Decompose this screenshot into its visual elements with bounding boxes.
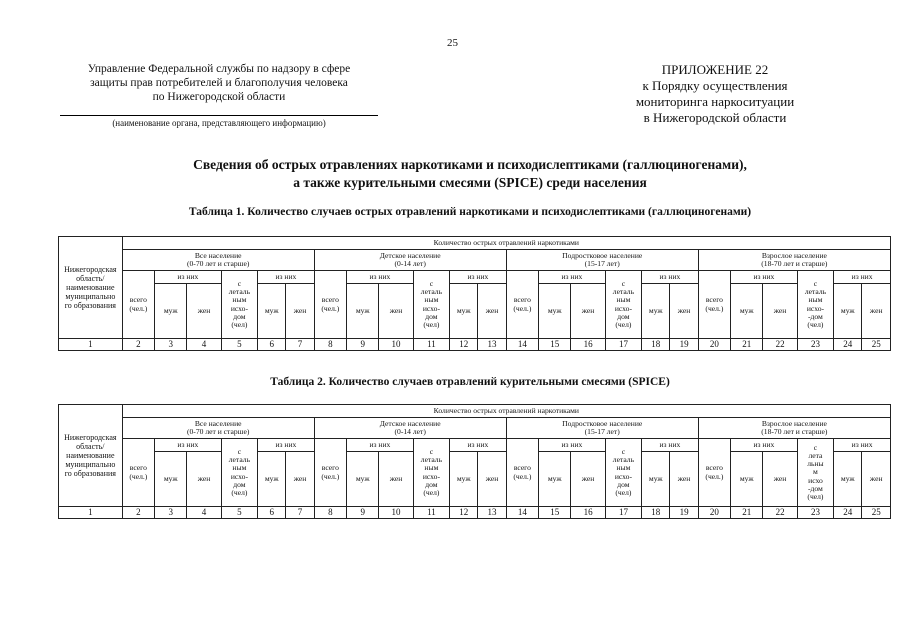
fatal-label-line: леталь (804, 287, 827, 297)
female-header: жен (571, 452, 605, 507)
total-header (314, 439, 346, 507)
group-range: (0-70 лет и старше) (186, 259, 250, 268)
column-number: 2 (122, 339, 154, 351)
female-header: жен (478, 452, 506, 507)
table2-group-header (122, 418, 314, 439)
fatal-label-line: исхо- (806, 303, 825, 313)
column-number: 6 (258, 507, 286, 519)
male-header: муж (642, 284, 670, 339)
of-them-header: из них (834, 439, 891, 452)
column-number: 4 (187, 339, 221, 351)
fatal-label-line: ным (424, 463, 439, 473)
fatal-label-line: леталь (420, 455, 443, 465)
fatal-header (413, 439, 449, 507)
of-them-header: из них (642, 439, 699, 452)
column-number: 20 (698, 339, 730, 351)
total-label-line: (чел.) (513, 303, 532, 313)
column-number: 9 (347, 339, 379, 351)
group-range: (15-17 лет) (584, 427, 620, 436)
fatal-label-line: (чел) (423, 319, 440, 329)
region-header-line: Нижегородская (64, 433, 117, 442)
column-number: 12 (450, 507, 478, 519)
total-label-line: всего (321, 295, 339, 305)
table2-group-row (59, 418, 891, 439)
fatal-label-line: (чел) (423, 487, 440, 497)
fatal-label-line: леталь (228, 287, 251, 297)
fatal-label-line: (чел) (231, 319, 248, 329)
fatal-label-line: исхо- (230, 471, 248, 481)
column-number: 10 (379, 507, 413, 519)
column-number: 8 (314, 339, 346, 351)
fatal-label-line: с (621, 446, 626, 456)
group-range: (0-14 лет) (394, 427, 426, 436)
male-header: муж (642, 452, 670, 507)
fatal-label-line: с (429, 446, 434, 456)
column-number: 23 (797, 339, 833, 351)
fatal-label-line: ным (232, 295, 247, 305)
female-header: жен (478, 284, 506, 339)
fatal-label-line: дом (617, 311, 630, 321)
column-number: 22 (763, 339, 797, 351)
organization-caption: (наименование органа, представляющего информацию) (112, 118, 326, 128)
fatal-label-line: м (813, 467, 818, 477)
of-them-header: из них (539, 439, 606, 452)
total-header (506, 271, 538, 339)
column-number: 9 (347, 507, 379, 519)
column-number: 11 (413, 339, 449, 351)
group-name: Взрослое население (761, 418, 827, 428)
total-label-line: (чел.) (705, 471, 724, 481)
table1-number-row (59, 339, 891, 351)
table1-caption: Таблица 1. Количество случаев острых отравлений наркотиками и психодислептиками (галлюциногенами) (188, 206, 752, 218)
fatal-label-line: (чел) (231, 487, 248, 497)
table2-subheader-row (59, 439, 891, 452)
male-header: муж (258, 452, 286, 507)
table2-sex-row (59, 452, 891, 507)
total-label-line: всего (129, 295, 147, 305)
table1-header-row (59, 237, 891, 250)
region-header-line: область/ (76, 274, 105, 283)
of-them-header: из них (450, 439, 507, 452)
column-number: 21 (731, 507, 763, 519)
female-header: жен (670, 284, 698, 339)
appendix-line: к Порядку осуществления (642, 78, 788, 93)
column-number: 7 (286, 339, 314, 351)
fatal-label-line: ным (424, 295, 439, 305)
fatal-header (221, 271, 257, 339)
male-header: муж (347, 284, 379, 339)
fatal-label-line: ным (616, 463, 631, 473)
column-number: 17 (605, 339, 641, 351)
total-label-line: (чел.) (321, 303, 340, 313)
of-them-header: из них (258, 439, 315, 452)
total-label-line: (чел.) (129, 471, 148, 481)
table2-number-row (59, 507, 891, 519)
group-range: (18-70 лет и старше) (761, 259, 828, 268)
of-them-header: из них (347, 439, 414, 452)
column-number: 1 (59, 339, 123, 351)
group-name: Взрослое население (761, 250, 827, 260)
column-number: 4 (187, 507, 221, 519)
of-them-header: из них (155, 271, 222, 284)
total-label-line: всего (513, 295, 531, 305)
fatal-label-line: -дом (808, 311, 823, 321)
column-number: 7 (286, 507, 314, 519)
female-header: жен (187, 452, 221, 507)
fatal-label-line: исхо- (614, 303, 633, 313)
column-number: 21 (731, 339, 763, 351)
column-number: 1 (59, 507, 123, 519)
of-them-header: из них (258, 271, 315, 284)
of-them-header: из них (539, 271, 606, 284)
appendix-line: мониторинга наркоситуации (635, 94, 795, 109)
fatal-label-line: исхо- (422, 471, 440, 481)
female-header: жен (286, 452, 314, 507)
appendix-block (600, 62, 830, 126)
table1-super-header: Количество острых отравлений наркотиками (122, 237, 890, 250)
region-header-line: муниципально (65, 460, 116, 469)
male-header: муж (539, 284, 571, 339)
table2-group-header (506, 418, 698, 439)
fatal-label-line: лета (808, 450, 823, 460)
fatal-label-line: исхо- (614, 471, 633, 481)
table2-region-header (59, 405, 123, 507)
region-header-line: область/ (76, 442, 105, 451)
fatal-header (797, 271, 833, 339)
of-them-header: из них (834, 271, 891, 284)
table2-caption: Таблица 2. Количество случаев отравлений курительными смесями (SPICE) (270, 376, 670, 388)
column-number: 24 (834, 339, 862, 351)
group-range: (0-70 лет и старше) (186, 427, 250, 436)
total-label-line: всего (513, 463, 531, 473)
column-number: 25 (862, 507, 891, 519)
fatal-label-line: с (429, 278, 434, 288)
total-header (122, 439, 154, 507)
title-line: а также курительными смесями (SPICE) среди населения (293, 175, 647, 190)
total-header (698, 271, 730, 339)
male-header: муж (258, 284, 286, 339)
female-header: жен (379, 452, 413, 507)
table2-group-header (698, 418, 890, 439)
column-number: 17 (605, 507, 641, 519)
column-number: 23 (797, 507, 833, 519)
table1-group-header (506, 250, 698, 271)
column-number: 25 (862, 339, 891, 351)
column-number: 15 (539, 507, 571, 519)
table1-group-row (59, 250, 891, 271)
table2-super-header: Количество острых отравлений наркотиками (122, 405, 890, 418)
fatal-label-line: с (813, 442, 818, 452)
table2-group-header (314, 418, 506, 439)
of-them-header: из них (155, 439, 222, 452)
group-range: (0-14 лет) (394, 259, 426, 268)
group-range: (15-17 лет) (584, 259, 620, 268)
column-number: 3 (155, 507, 187, 519)
title-line: Сведения об острых отравлениях наркотиками и психодислептиками (галлюциногенами), (193, 157, 747, 172)
fatal-label-line: (чел) (615, 487, 632, 497)
organization-line: Управление Федеральной службы по надзору в сфере (87, 63, 351, 75)
total-header (314, 271, 346, 339)
organization-line: защиты прав потребителей и благополучия человека (90, 77, 348, 89)
total-label-line: всего (705, 463, 723, 473)
female-header: жен (862, 284, 891, 339)
female-header: жен (571, 284, 605, 339)
total-label-line: (чел.) (129, 303, 148, 313)
fatal-label-line: дом (425, 479, 438, 489)
female-header: жен (286, 284, 314, 339)
fatal-label-line: исхо (808, 475, 823, 485)
fatal-label-line: леталь (420, 287, 443, 297)
fatal-header (413, 271, 449, 339)
column-number: 15 (539, 339, 571, 351)
fatal-label-line: (чел) (615, 319, 632, 329)
total-label-line: (чел.) (513, 471, 532, 481)
group-name: Подростковое население (562, 418, 643, 428)
fatal-label-line: дом (617, 479, 630, 489)
column-number: 5 (221, 507, 257, 519)
column-number: 14 (506, 507, 538, 519)
fatal-label-line: ным (616, 295, 631, 305)
male-header: муж (731, 284, 763, 339)
fatal-header (797, 439, 833, 507)
fatal-label-line: ным (808, 295, 823, 305)
male-header: муж (450, 284, 478, 339)
group-range: (18-70 лет и старше) (761, 427, 828, 436)
table2-grid (58, 404, 891, 519)
appendix-line: ПРИЛОЖЕНИЕ 22 (661, 62, 769, 77)
female-header: жен (379, 284, 413, 339)
male-header: муж (155, 284, 187, 339)
table1-subheader-row (59, 271, 891, 284)
fatal-label-line: (чел) (807, 319, 824, 329)
document-title (60, 156, 880, 192)
male-header: муж (155, 452, 187, 507)
fatal-label-line: леталь (612, 455, 635, 465)
total-header (122, 271, 154, 339)
group-name: Детское население (379, 418, 441, 428)
column-number: 13 (478, 507, 506, 519)
fatal-label-line: дом (233, 311, 246, 321)
table1-group-header (122, 250, 314, 271)
region-header-line: наименование (66, 283, 115, 292)
column-number: 11 (413, 507, 449, 519)
column-number: 2 (122, 507, 154, 519)
column-number: 5 (221, 339, 257, 351)
fatal-label-line: с (237, 278, 242, 288)
female-header: жен (187, 284, 221, 339)
table1-region-header (59, 237, 123, 339)
fatal-header (605, 439, 641, 507)
fatal-header (221, 439, 257, 507)
total-label-line: всего (705, 295, 723, 305)
total-label-line: всего (129, 463, 147, 473)
of-them-header: из них (642, 271, 699, 284)
fatal-label-line: исхо- (422, 303, 440, 313)
fatal-label-line: с (237, 446, 242, 456)
page-number: 25 (447, 37, 458, 49)
organization-underline (60, 115, 378, 116)
column-number: 20 (698, 507, 730, 519)
appendix-line: в Нижегородской области (643, 110, 787, 125)
column-number: 10 (379, 339, 413, 351)
group-name: Подростковое население (562, 250, 643, 260)
column-number: 19 (670, 339, 698, 351)
male-header: муж (450, 452, 478, 507)
column-number: 24 (834, 507, 862, 519)
region-header-line: го образования (64, 301, 116, 310)
male-header: муж (834, 452, 862, 507)
female-header: жен (670, 452, 698, 507)
total-header (698, 439, 730, 507)
fatal-label-line: исхо- (230, 303, 248, 313)
male-header: муж (731, 452, 763, 507)
group-name: Все население (194, 418, 242, 428)
total-label-line: всего (321, 463, 339, 473)
fatal-label-line: дом (233, 479, 246, 489)
column-number: 13 (478, 339, 506, 351)
total-label-line: (чел.) (705, 303, 724, 313)
fatal-label-line: с (813, 278, 818, 288)
of-them-header: из них (347, 271, 414, 284)
organization-line: по Нижегородской области (152, 91, 286, 103)
female-header: жен (763, 284, 797, 339)
male-header: муж (347, 452, 379, 507)
female-header: жен (763, 452, 797, 507)
of-them-header: из них (450, 271, 507, 284)
male-header: муж (539, 452, 571, 507)
region-header-line: муниципально (65, 292, 116, 301)
group-name: Все население (194, 250, 242, 260)
fatal-label-line: леталь (612, 287, 635, 297)
female-header: жен (862, 452, 891, 507)
column-number: 16 (571, 507, 605, 519)
region-header-line: го образования (64, 469, 116, 478)
fatal-label-line: -дом (808, 483, 823, 493)
column-number: 18 (642, 339, 670, 351)
of-them-header: из них (731, 439, 798, 452)
column-number: 12 (450, 339, 478, 351)
region-header-line: Нижегородская (64, 265, 117, 274)
column-number: 14 (506, 339, 538, 351)
fatal-header (605, 271, 641, 339)
column-number: 16 (571, 339, 605, 351)
column-number: 8 (314, 507, 346, 519)
total-header (506, 439, 538, 507)
table2-header-row (59, 405, 891, 418)
table1-sex-row (59, 284, 891, 339)
table1-grid (58, 236, 891, 351)
male-header: муж (834, 284, 862, 339)
fatal-label-line: (чел) (807, 492, 824, 501)
fatal-label-line: ным (232, 463, 247, 473)
table1-group-header (314, 250, 506, 271)
fatal-label-line: с (621, 278, 626, 288)
of-them-header: из них (731, 271, 798, 284)
organization-block (60, 62, 378, 104)
group-name: Детское население (379, 250, 441, 260)
column-number: 6 (258, 339, 286, 351)
column-number: 18 (642, 507, 670, 519)
region-header-line: наименование (66, 451, 115, 460)
column-number: 3 (155, 339, 187, 351)
fatal-label-line: леталь (228, 455, 251, 465)
fatal-label-line: дом (425, 311, 438, 321)
column-number: 22 (763, 507, 797, 519)
table1-group-header (698, 250, 890, 271)
fatal-label-line: льны (807, 459, 824, 469)
total-label-line: (чел.) (321, 471, 340, 481)
column-number: 19 (670, 507, 698, 519)
